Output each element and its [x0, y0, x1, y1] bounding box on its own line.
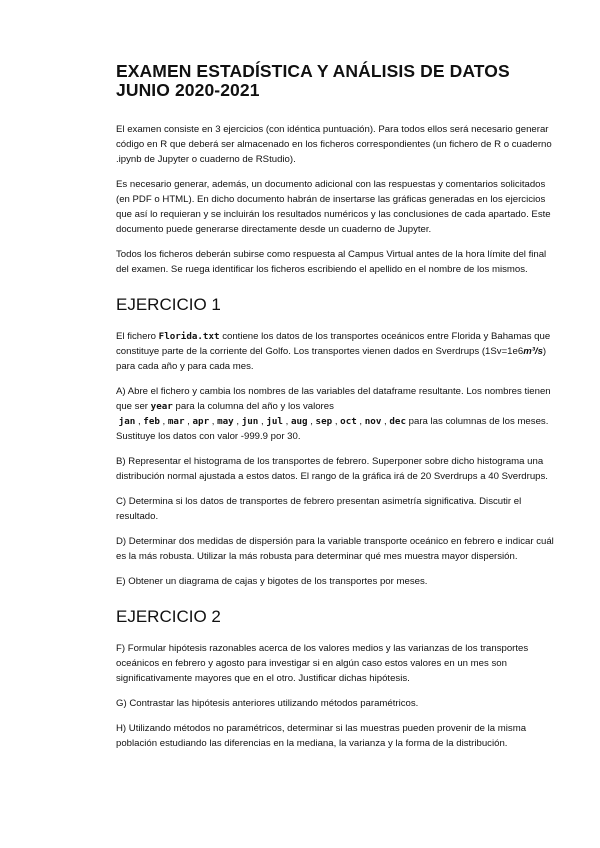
exercise-2-heading: EJERCICIO 2: [116, 607, 221, 626]
exercise-2-section: [116, 607, 560, 751]
document-title: [116, 62, 560, 100]
title-line-2: JUNIO 2020-2021: [116, 80, 260, 100]
ej1-text-c: ) para cada año y para cada mes.: [116, 346, 547, 372]
question-a-text-3: para las columnas de los meses. Sustituye los datos con valor -999.9 por 30.: [116, 416, 549, 442]
question-a-text-1: A) Abre el fichero y cambia los nombres de las variables del dataframe resultante. Los nombres tienen que ser: [116, 386, 551, 412]
month-code: sep: [315, 416, 333, 427]
month-code: jun: [241, 416, 259, 427]
question-a-text-2: para la columna del año y los valores: [175, 401, 334, 412]
question-h: H) Utilizando métodos no paramétricos, determinar si las muestras pueden provenir de la misma población estudiando las diferencias en la mediana, la varianza y la forma de la distribución.: [116, 723, 527, 749]
intro-paragraph-3: Todos los ficheros deberán subirse como respuesta al Campus Virtual antes de la hora límite del final del examen. Se ruega identificar los ficheros escribiendo el apellido en el nombre de los mismos.: [116, 249, 547, 275]
month-code: dec: [389, 416, 406, 427]
month-code: apr: [192, 416, 210, 427]
exercise-1-intro: [116, 329, 560, 374]
ej1-text-b: contiene los datos de los transportes oceánicos entre Florida y Bahamas que constituye parte de la corriente del Golfo. Los transportes vienen dados en Sverdrups (1Sv=1e6: [116, 331, 551, 357]
month-code: jan: [118, 416, 136, 427]
question-g: G) Contrastar las hipótesis anteriores utilizando métodos paramétricos.: [116, 698, 419, 709]
exercise-1-section: [116, 295, 560, 589]
unit-code: m³/s: [523, 346, 543, 357]
question-d: D) Determinar dos medidas de dispersión para la variable transporte oceánico en febrero e indicar cuál es la más robusta. Utilizar la más robusta para determinar qué mes muestra mayor dispersión.: [116, 536, 554, 562]
exercise-1-heading: EJERCICIO 1: [116, 295, 221, 314]
month-code: may: [217, 416, 234, 427]
intro-paragraph-1: El examen consiste en 3 ejercicios (con idéntica puntuación). Para todos ellos será necesario generar código en R que deberá ser almacenado en los ficheros correspondientes (un fichero de R o cuaderno .ipynb de Jupyter o cuaderno de RStudio).: [116, 124, 552, 165]
ej1-text-a: El fichero: [116, 331, 156, 342]
filename-code: Florida.txt: [158, 331, 220, 342]
month-code: aug: [290, 416, 308, 427]
month-code: oct: [340, 416, 357, 427]
month-code: jul: [266, 416, 283, 427]
title-line-1: EXAMEN ESTADÍSTICA Y ANÁLISIS DE DATOS: [116, 61, 510, 81]
month-code: nov: [364, 416, 382, 427]
year-code: year: [150, 401, 173, 412]
question-c: C) Determina si los datos de transportes de febrero presentan asimetría significativa. Discutir el resultado.: [116, 496, 522, 522]
question-e: E) Obtener un diagrama de cajas y bigotes de los transportes por meses.: [116, 576, 428, 587]
month-code: feb: [143, 416, 160, 427]
document-page: [116, 62, 560, 761]
month-code: mar: [167, 416, 185, 427]
question-b: B) Representar el histograma de los transportes de febrero. Superponer sobre dicho histograma una distribución normal ajustada a estos datos. El rango de la gráfica irá de 20 Sverdrups a 40 Sverdrups.: [116, 456, 548, 482]
intro-paragraph-2: Es necesario generar, además, un documento adicional con las respuestas y comentarios solicitados (en PDF o HTML). En dicho documento habrán de insertarse las gráficas generadas en los ejercicios que así lo requieran y se incluirán los resultados numéricos y las conclusiones de cada apartado. Este documento puede generarse directamente desde un cuaderno de Jupyter.: [116, 179, 551, 235]
question-f: F) Formular hipótesis razonables acerca de los valores medios y las varianzas de los transportes oceánicos en febrero y agosto para investigar si en algún caso estos valores en un mes son significativamente mayores que en el otro. Justificar dichas hipótesis.: [116, 643, 529, 684]
question-a: A) Abre el fichero y cambia los nombres de las variables del dataframe resultante. Los nombres tienen que ser year para la columna del año y los valores jan , feb , mar , apr , may , jun , jul , aug , sep , oct , nov , dec para las columnas de los meses. Sustituye los datos con valor -999.9 por 30.: [116, 386, 551, 442]
